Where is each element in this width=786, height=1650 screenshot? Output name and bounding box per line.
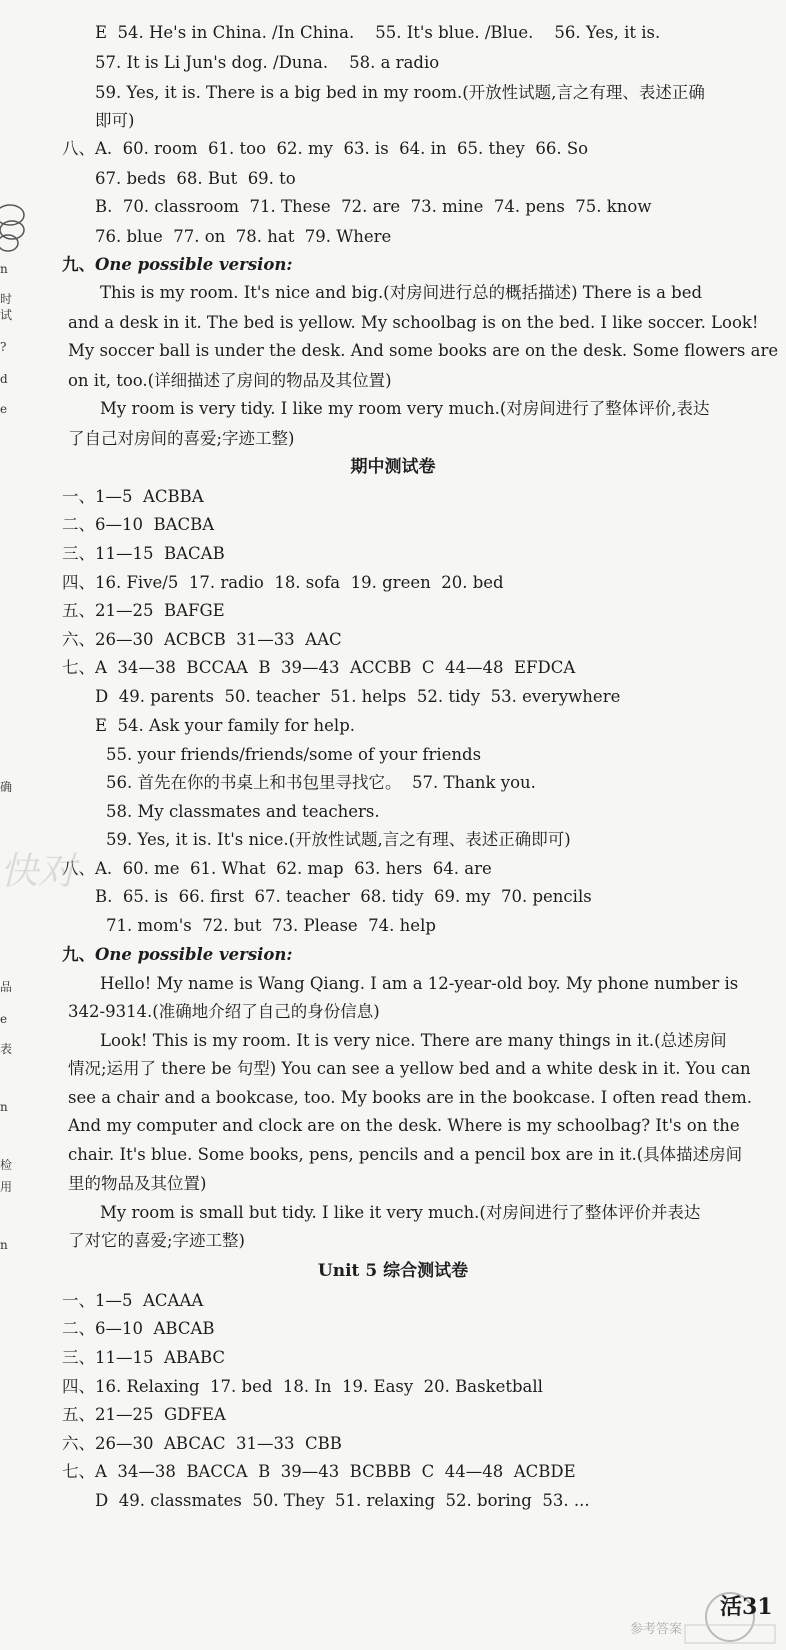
margin-fragment: 时	[0, 292, 13, 306]
answer-line: My soccer ball is under the desk. And some books are on the desk. Some flowers are	[68, 341, 779, 360]
margin-fragment: n	[0, 1100, 8, 1114]
margin-fragment: n	[0, 1238, 8, 1252]
answer-line: B. 65. is 66. first 67. teacher 68. tidy 69. my 70. pencils	[95, 887, 592, 906]
answer-line: 八、A. 60. me 61. What 62. map 63. hers 64. are	[62, 859, 492, 878]
answer-line: This is my room. It's nice and big.(对房间进行总的概括描述) There is a bed	[100, 283, 703, 302]
answer-line: 342-9314.(准确地介绍了自己的身份信息)	[68, 1002, 380, 1021]
answer-line: 六、26—30 ACBCB 31—33 AAC	[62, 630, 342, 649]
answer-line: 三、11—15 ABABC	[62, 1348, 225, 1367]
answer-line: 即可)	[95, 111, 135, 130]
margin-fragment: ?	[0, 340, 7, 354]
answer-line: And my computer and clock are on the desk. Where is my schoolbag? It's on the	[68, 1116, 740, 1135]
answer-line: on it, too.(详细描述了房间的物品及其位置)	[68, 371, 392, 390]
answer-line: 二、6—10 BACBA	[62, 515, 215, 534]
version-heading	[62, 944, 292, 966]
answer-line: 八、A. 60. room 61. too 62. my 63. is 64. in 65. they 66. So	[62, 139, 589, 158]
answer-line: E 54. He's in China. /In China. 55. It's blue. /Blue. 56. Yes, it is.	[95, 23, 661, 42]
page-number: 活31	[720, 1594, 773, 1620]
answer-line: 59. Yes, it is. There is a big bed in my room.(开放性试题,言之有理、表述正确	[95, 83, 705, 102]
heading-label: 九、	[62, 255, 95, 274]
answer-line: 58. My classmates and teachers.	[106, 802, 380, 821]
answer-line: 三、11—15 BACAB	[62, 544, 225, 563]
answer-line: 七、A 34—38 BCCAA B 39—43 ACCBB C 44—48 EFDCA	[62, 658, 576, 677]
answer-line: My room is small but tidy. I like it very much.(对房间进行了整体评价并表达	[100, 1203, 701, 1222]
answer-line: 76. blue 77. on 78. hat 79. Where	[95, 227, 392, 246]
margin-fragment: 用	[0, 1180, 13, 1194]
answer-line: 71. mom's 72. but 73. Please 74. help	[106, 916, 436, 935]
section-title: Unit 5 综合测试卷	[317, 1261, 469, 1281]
answer-line: 四、16. Relaxing 17. bed 18. In 19. Easy 20. Basketball	[62, 1377, 543, 1396]
answer-line: 55. your friends/friends/some of your friends	[106, 745, 482, 764]
margin-fragment: 检	[0, 1158, 13, 1172]
footer-text: 参考答案	[630, 1622, 683, 1637]
answer-line: 二、6—10 ABCAB	[62, 1319, 215, 1338]
answer-line: 了对它的喜爱;字迹工整)	[68, 1231, 245, 1250]
heading-text: One possible version:	[95, 945, 293, 964]
answer-line: chair. It's blue. Some books, pens, pencils and a pencil box are in it.(具体描述房间	[68, 1145, 743, 1164]
answer-line: and a desk in it. The bed is yellow. My schoolbag is on the bed. I like soccer. Look!	[68, 313, 759, 332]
margin-fragment: e	[0, 402, 8, 416]
answer-line: 五、21—25 GDFEA	[62, 1405, 226, 1424]
margin-fragment: 表	[0, 1042, 13, 1056]
answer-line: 一、1—5 ACAAA	[62, 1291, 204, 1310]
margin-fragment: e	[0, 1012, 8, 1026]
answer-line: Look! This is my room. It is very nice. There are many things in it.(总述房间	[100, 1031, 727, 1050]
heading-label: 九、	[62, 945, 95, 964]
answer-line: 情况;运用了 there be 句型) You can see a yellow bed and a white desk in it. You can	[68, 1059, 751, 1078]
answer-line: 四、16. Five/5 17. radio 18. sofa 19. green 20. bed	[62, 573, 504, 592]
answer-line: 一、1—5 ACBBA	[62, 487, 204, 506]
version-heading	[62, 254, 292, 276]
answer-line: 六、26—30 ABCAC 31—33 CBB	[62, 1434, 342, 1453]
margin-fragment: 试	[0, 308, 13, 322]
answer-line: My room is very tidy. I like my room very much.(对房间进行了整体评价,表达	[100, 399, 710, 418]
flower-decoration-icon	[0, 200, 30, 260]
section-title: 期中测试卷	[350, 457, 436, 477]
answer-line: 了自己对房间的喜爱;字迹工整)	[68, 429, 295, 448]
answer-line: Hello! My name is Wang Qiang. I am a 12-year-old boy. My phone number is	[100, 974, 739, 993]
answer-line: see a chair and a bookcase, too. My books are in the bookcase. I often read them.	[68, 1088, 752, 1107]
answer-line: D 49. parents 50. teacher 51. helps 52. tidy 53. everywhere	[95, 687, 621, 706]
answer-line: 五、21—25 BAFGE	[62, 601, 225, 620]
margin-fragment: d	[0, 372, 8, 386]
watermark: 快对	[0, 849, 77, 893]
answer-line: E 54. Ask your family for help.	[95, 716, 356, 735]
margin-fragment: 品	[0, 980, 13, 994]
answer-line: 57. It is Li Jun's dog. /Duna. 58. a radio	[95, 53, 440, 72]
answer-line: 59. Yes, it is. It's nice.(开放性试题,言之有理、表述正确即可)	[106, 830, 571, 849]
answer-line: B. 70. classroom 71. These 72. are 73. mine 74. pens 75. know	[95, 197, 652, 216]
answer-line: 里的物品及其位置)	[68, 1174, 207, 1193]
answer-line: 七、A 34—38 BACCA B 39—43 BCBBB C 44—48 ACBDE	[62, 1462, 576, 1481]
answer-line: 56. 首先在你的书桌上和书包里寻找它。 57. Thank you.	[106, 773, 536, 792]
margin-fragment: n	[0, 262, 8, 276]
heading-text: One possible version:	[95, 255, 293, 274]
answer-line: D 49. classmates 50. They 51. relaxing 52. boring 53. ...	[95, 1491, 590, 1510]
margin-fragment: 确	[0, 780, 13, 794]
answer-line: 67. beds 68. But 69. to	[95, 169, 296, 188]
